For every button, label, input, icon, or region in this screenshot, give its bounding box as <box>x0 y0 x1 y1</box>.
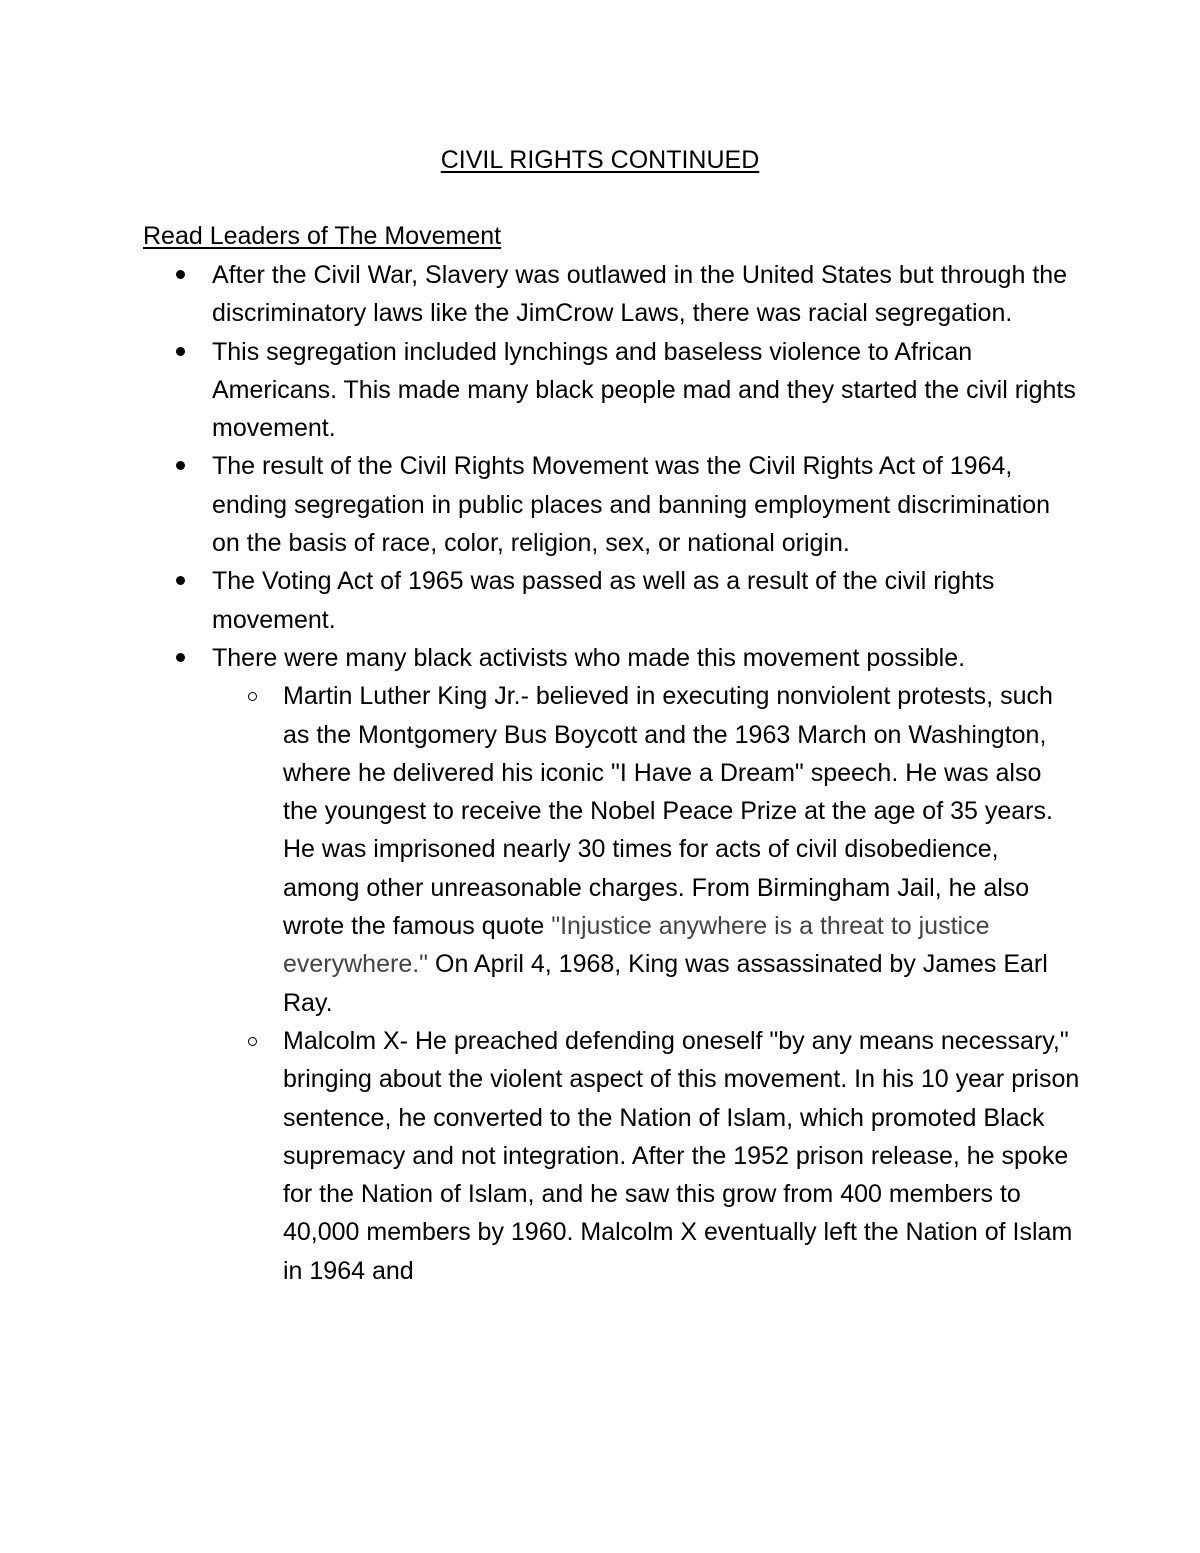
bullet-dot-icon <box>176 347 185 356</box>
document-title: CIVIL RIGHTS CONTINUED <box>440 146 760 174</box>
bullet-text: The Voting Act of 1965 was passed as well as a result of the civil rights movement. <box>212 567 995 634</box>
bullet-text: After the Civil War, Slavery was outlawed in the United States but through the discriminatory laws like the JimCrow Laws, there was racial segregation. <box>212 261 1068 328</box>
bullet-dot-icon <box>176 461 185 470</box>
bullet-dot-icon <box>176 576 185 585</box>
bullet-dot-icon <box>176 653 185 662</box>
bullet-item <box>0 562 1200 639</box>
bullet-text: This segregation included lynchings and baseless violence to African Americans. This made many black people mad and they started the civil rights movement. <box>212 337 1076 443</box>
sub-bullet-text: Malcolm X- He preached defending oneself "by any means necessary," bringing about the violent aspect of this movement. In his 10 year prison sentence, he converted to the Nation of Islam, which promoted Black supremacy and not integration. After the 1952 prison release, he spoke for the Nation of Islam, and he saw this grow from 400 members to 40,000 members by 1960. Malcolm X eventually left the Nation of Islam in 1964 and <box>283 1026 1080 1285</box>
bullet-list <box>0 256 1200 1290</box>
sub-bullet-list <box>212 677 1080 1290</box>
bullet-item <box>0 447 1200 562</box>
hollow-circle-bullet-icon <box>248 692 257 701</box>
sub-bullet-item-malcolm-x <box>0 1022 1080 1290</box>
quote-text: "Injustice anywhere is a threat to justice everywhere." <box>283 912 990 979</box>
bullet-dot-icon <box>176 270 185 279</box>
sub-bullet-text-continued: On April 4, 1968, King was assassinated by James Earl Ray. <box>283 950 1048 1017</box>
bullet-item <box>0 639 1200 1290</box>
sub-bullet-item-mlk <box>0 677 1080 1022</box>
bullet-text: There were many black activists who made this movement possible. <box>212 643 966 672</box>
hollow-circle-bullet-icon <box>248 1037 257 1046</box>
bullet-item <box>0 256 1200 333</box>
section-heading: Read Leaders of The Movement <box>143 222 502 250</box>
bullet-item <box>0 333 1200 448</box>
sub-bullet-text: Martin Luther King Jr.- believed in executing nonviolent protests, such as the Montgomery Bus Boycott and the 1963 March on Washington, where he delivered his iconic "I Have a Dream" speech. He was also the youngest to receive the Nobel Peace Prize at the age of 35 years. He was imprisoned nearly 30 times for acts of civil disobedience, among other unreasonable charges. From Birmingham Jail, he also wrote the famous quote <box>283 682 1053 941</box>
bullet-text: The result of the Civil Rights Movement was the Civil Rights Act of 1964, ending segregation in public places and banning employment discrimination on the basis of race, color, religion, sex, or national origin. <box>212 452 1051 558</box>
